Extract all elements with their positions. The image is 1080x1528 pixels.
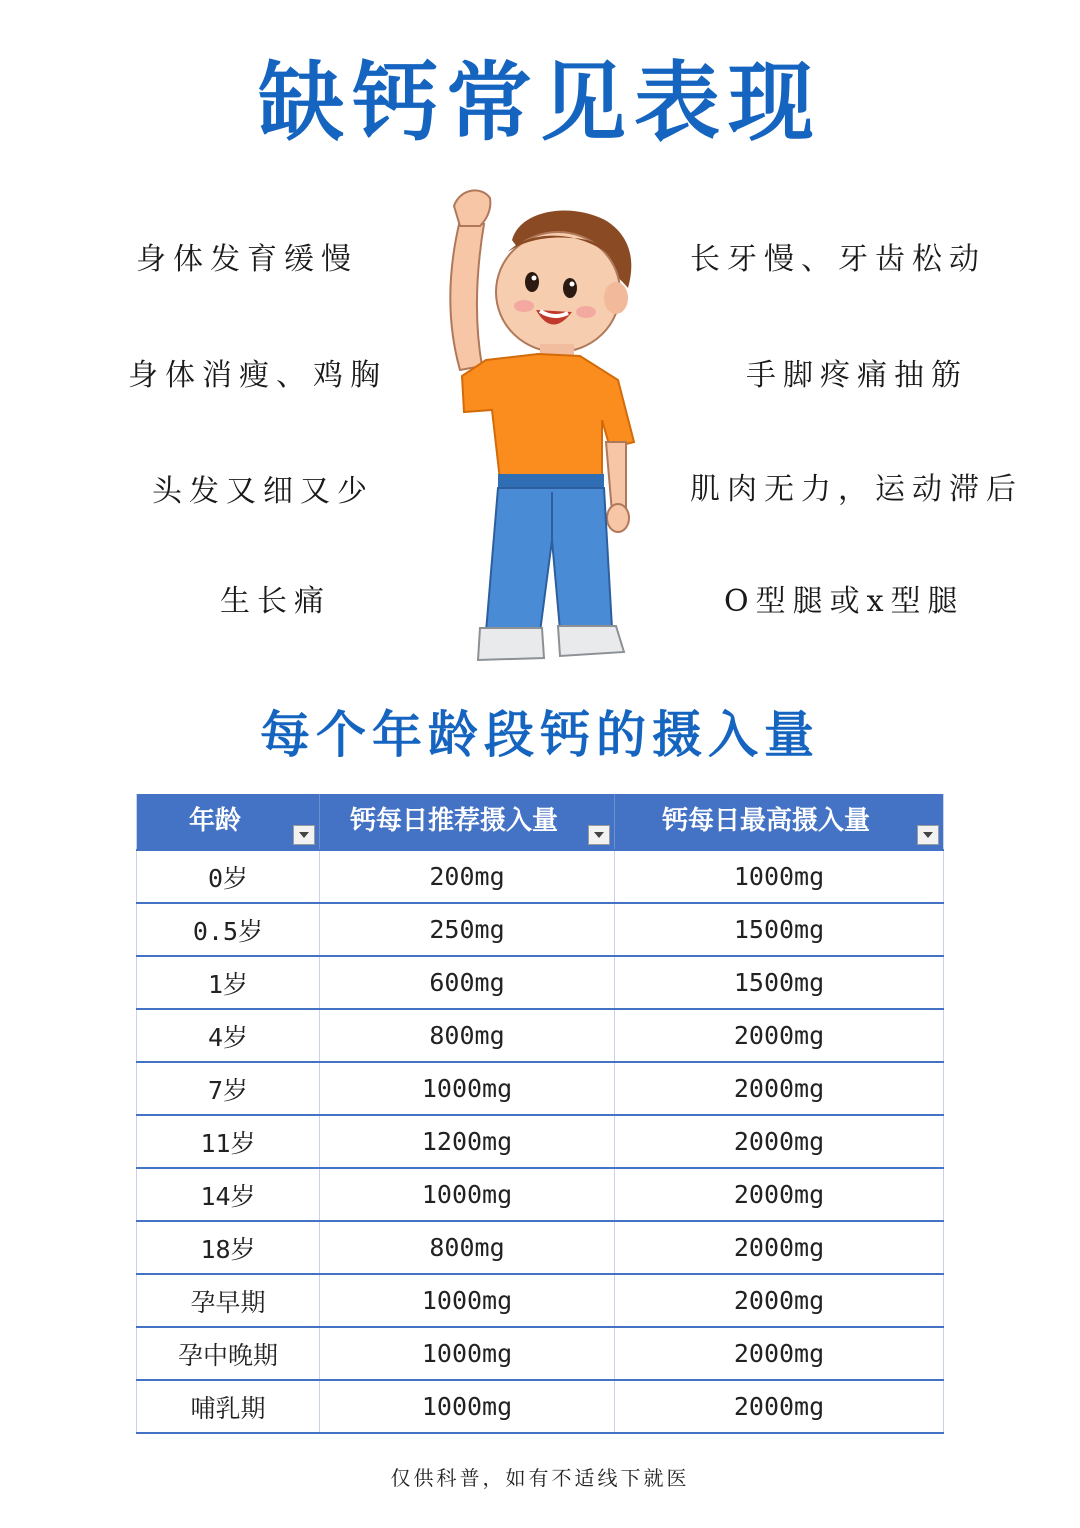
table-row: [137, 850, 944, 903]
max-cell: 2000mg: [615, 1115, 944, 1168]
max-cell: 2000mg: [615, 1062, 944, 1115]
max-cell: 2000mg: [615, 1327, 944, 1380]
age-cell: 0岁: [137, 850, 320, 903]
table-row: [137, 1327, 944, 1380]
boy-illustration: [420, 180, 650, 670]
age-cell: 11岁: [137, 1115, 320, 1168]
header-max-label: 钙每日最高摄入量: [661, 806, 870, 836]
recommended-cell: 1000mg: [320, 1327, 615, 1380]
symptom-left-2: 身体消瘦、鸡胸: [128, 358, 387, 393]
symptom-right-2: 手脚疼痛抽筋: [746, 358, 968, 393]
recommended-cell: 1000mg: [320, 1274, 615, 1327]
page-title: 缺钙常见表现: [258, 52, 822, 153]
age-cell: 1岁: [137, 956, 320, 1009]
symptom-right-1: 长牙慢、牙齿松动: [690, 242, 986, 277]
header-age: [137, 794, 320, 850]
recommended-cell: 1000mg: [320, 1380, 615, 1433]
recommended-cell: 600mg: [320, 956, 615, 1009]
section-title: 每个年龄段钙的摄入量: [260, 705, 820, 764]
recommended-cell: 1200mg: [320, 1115, 615, 1168]
table-row: [137, 1221, 944, 1274]
calcium-intake-table: [136, 794, 944, 1434]
table-row: [137, 1062, 944, 1115]
table-row: [137, 1009, 944, 1062]
recommended-cell: 800mg: [320, 1221, 615, 1274]
symptom-left-3: 头发又细又少: [152, 474, 374, 509]
age-cell: 孕早期: [137, 1274, 320, 1327]
symptom-left-1: 身体发育缓慢: [136, 242, 358, 277]
recommended-cell: 200mg: [320, 850, 615, 903]
header-recommended-label: 钙每日推荐摄入量: [349, 806, 558, 836]
filter-dropdown-icon[interactable]: [293, 825, 315, 845]
filter-dropdown-icon[interactable]: [917, 825, 939, 845]
table-row: [137, 1115, 944, 1168]
max-cell: 1500mg: [615, 956, 944, 1009]
filter-dropdown-icon[interactable]: [588, 825, 610, 845]
symptom-right-4: O型腿或x型腿: [724, 584, 965, 619]
table-row: [137, 1168, 944, 1221]
recommended-cell: 1000mg: [320, 1168, 615, 1221]
header-max: [615, 794, 944, 850]
age-cell: 4岁: [137, 1009, 320, 1062]
header-recommended: [320, 794, 615, 850]
recommended-cell: 1000mg: [320, 1062, 615, 1115]
max-cell: 2000mg: [615, 1274, 944, 1327]
disclaimer-footer: 仅供科普，如有不适线下就医: [390, 1466, 690, 1490]
age-cell: 14岁: [137, 1168, 320, 1221]
max-cell: 2000mg: [615, 1380, 944, 1433]
symptom-left-4: 生长痛: [220, 584, 331, 619]
max-cell: 2000mg: [615, 1221, 944, 1274]
age-cell: 哺乳期: [137, 1380, 320, 1433]
table-row: [137, 956, 944, 1009]
recommended-cell: 800mg: [320, 1009, 615, 1062]
recommended-cell: 250mg: [320, 903, 615, 956]
max-cell: 2000mg: [615, 1168, 944, 1221]
age-cell: 0.5岁: [137, 903, 320, 956]
age-cell: 7岁: [137, 1062, 320, 1115]
max-cell: 1000mg: [615, 850, 944, 903]
age-cell: 18岁: [137, 1221, 320, 1274]
max-cell: 2000mg: [615, 1009, 944, 1062]
max-cell: 1500mg: [615, 903, 944, 956]
age-cell: 孕中晚期: [137, 1327, 320, 1380]
table-row: [137, 903, 944, 956]
table-row: [137, 1380, 944, 1433]
header-age-label: 年龄: [188, 806, 241, 836]
symptom-right-3: 肌肉无力，运动滞后: [690, 472, 1023, 507]
table-row: [137, 1274, 944, 1327]
